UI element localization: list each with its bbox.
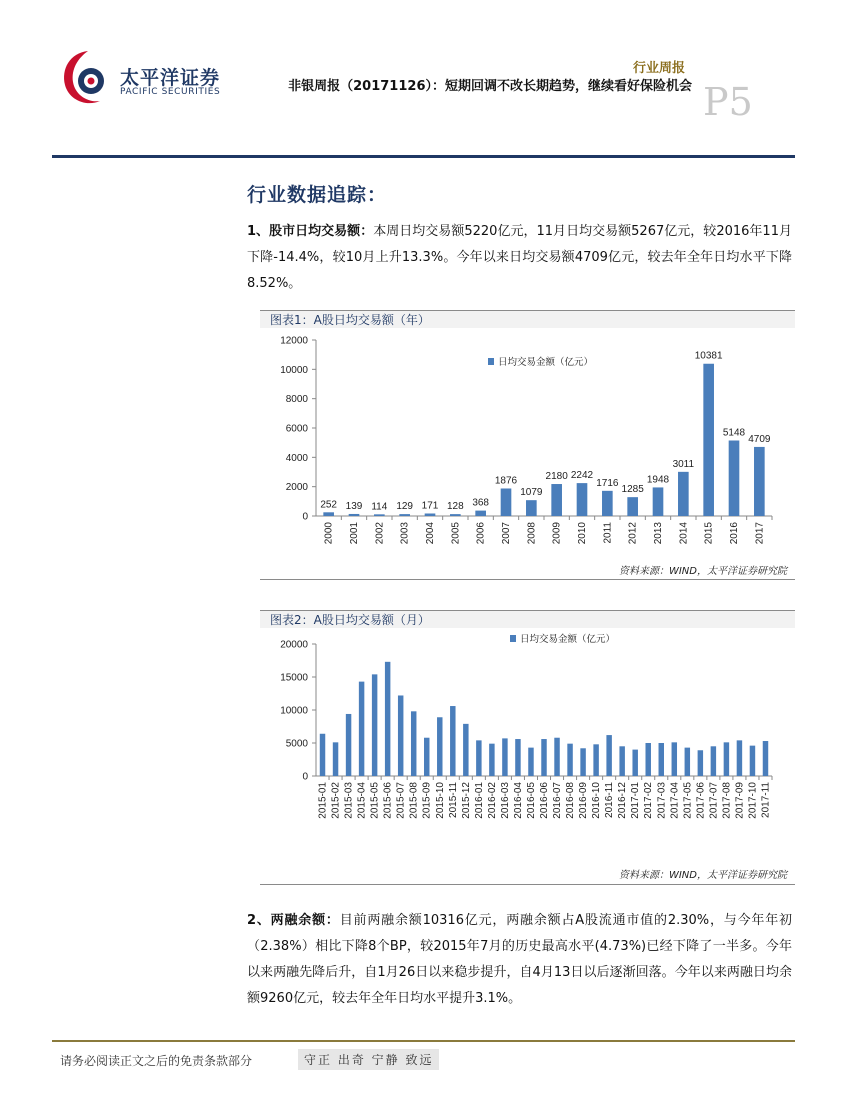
data-label: 139 bbox=[345, 500, 363, 512]
bar bbox=[577, 483, 588, 516]
y-tick-label: 12000 bbox=[280, 335, 308, 347]
x-tick-label: 2016-11 bbox=[604, 782, 616, 818]
x-tick-label: 2015-05 bbox=[369, 782, 381, 819]
bar bbox=[489, 744, 494, 776]
legend-swatch bbox=[488, 358, 494, 365]
x-tick-label: 2017-10 bbox=[747, 782, 759, 819]
bar bbox=[711, 746, 716, 776]
bar bbox=[515, 739, 520, 776]
y-tick-label: 6000 bbox=[285, 423, 308, 435]
y-tick-label: 0 bbox=[302, 771, 308, 783]
data-label: 1716 bbox=[596, 477, 619, 489]
chart-monthly-volume-plot bbox=[260, 628, 795, 863]
bar bbox=[593, 744, 598, 776]
data-label: 171 bbox=[421, 500, 439, 512]
x-tick-label: 2010 bbox=[577, 522, 588, 545]
y-tick-label: 15000 bbox=[280, 672, 308, 684]
x-tick-label: 2015-11 bbox=[447, 782, 459, 818]
bar bbox=[678, 472, 689, 516]
bar bbox=[606, 735, 611, 776]
x-tick-label: 2017-09 bbox=[734, 782, 746, 819]
bar bbox=[385, 662, 390, 776]
x-tick-label: 2015-08 bbox=[408, 782, 420, 819]
x-tick-label: 2017-11 bbox=[760, 782, 772, 818]
data-label: 2242 bbox=[570, 470, 594, 482]
bar bbox=[653, 487, 664, 516]
paragraph-label: 1、股市日均交易额： bbox=[247, 224, 374, 239]
footer-slogan: 守正 出奇 宁静 致远 bbox=[298, 1049, 439, 1070]
chart-bottom-rule bbox=[260, 884, 795, 885]
x-tick-label: 2016-09 bbox=[578, 782, 590, 819]
x-tick-label: 2005 bbox=[450, 522, 462, 545]
bar bbox=[359, 682, 364, 776]
y-tick-label: 2000 bbox=[285, 482, 308, 494]
bar bbox=[551, 484, 562, 516]
x-tick-label: 2017-02 bbox=[643, 782, 655, 819]
bar bbox=[685, 748, 690, 776]
x-tick-label: 2015-10 bbox=[434, 782, 446, 819]
x-tick-label: 2009 bbox=[551, 522, 563, 545]
data-label: 1948 bbox=[646, 474, 670, 486]
report-title: 非银周报（20171126）：短期回调不改长期趋势，继续看好保险机会 bbox=[288, 79, 692, 94]
logo-text-en: PACIFIC SECURITIES bbox=[120, 87, 221, 97]
x-tick-label: 2016-08 bbox=[565, 782, 577, 819]
y-tick-label: 20000 bbox=[280, 639, 308, 651]
bar bbox=[333, 742, 338, 776]
y-tick-label: 10000 bbox=[280, 364, 308, 376]
data-label: 5148 bbox=[722, 427, 746, 439]
y-tick-label: 4000 bbox=[285, 452, 308, 464]
chart-monthly-volume bbox=[260, 610, 795, 885]
x-tick-label: 2017-07 bbox=[708, 782, 720, 819]
x-tick-label: 2017-08 bbox=[721, 782, 733, 819]
legend-swatch bbox=[510, 635, 516, 642]
bar bbox=[672, 742, 677, 776]
logo-text-cn: 太平洋证券 bbox=[120, 67, 221, 89]
data-label: 252 bbox=[320, 499, 338, 511]
x-tick-label: 2002 bbox=[374, 522, 386, 545]
bar bbox=[737, 740, 742, 776]
x-tick-label: 2011 bbox=[602, 522, 614, 544]
x-tick-label: 2017-06 bbox=[695, 782, 707, 819]
bar bbox=[450, 706, 455, 776]
x-tick-label: 2012 bbox=[627, 522, 639, 545]
x-tick-label: 2007 bbox=[501, 522, 512, 545]
chart-caption: 图表1：A股日均交易额（年） bbox=[260, 310, 795, 328]
data-label: 368 bbox=[472, 497, 490, 509]
bar bbox=[398, 695, 403, 776]
bar bbox=[450, 514, 461, 516]
paragraph-margin-balance bbox=[247, 908, 792, 1012]
x-tick-label: 2015-01 bbox=[317, 782, 329, 819]
data-label: 1079 bbox=[520, 487, 543, 499]
x-tick-label: 2008 bbox=[526, 522, 538, 545]
header-divider bbox=[52, 155, 795, 158]
data-label: 128 bbox=[446, 501, 464, 513]
logo-emblem-icon bbox=[58, 45, 118, 111]
x-tick-label: 2015-04 bbox=[356, 782, 368, 819]
report-category: 行业周报 bbox=[632, 61, 685, 76]
x-tick-label: 2004 bbox=[425, 522, 436, 545]
data-label: 129 bbox=[396, 501, 414, 513]
bar bbox=[541, 739, 546, 776]
x-tick-label: 2016-01 bbox=[473, 782, 485, 819]
bar bbox=[724, 742, 729, 776]
bar bbox=[754, 447, 765, 516]
bar bbox=[475, 511, 486, 516]
paragraph-body: 本周日均交易额5220亿元，11月日均交易额5267亿元，较2016年11月下降-14.4%，较10月上升13.3%。今年以来日均交易额4709亿元，较去年全年日均水平下降8.52%。 bbox=[247, 224, 792, 291]
data-label: 114 bbox=[371, 501, 388, 513]
bar bbox=[476, 740, 481, 776]
x-tick-label: 2017 bbox=[754, 522, 766, 545]
x-tick-label: 2015-09 bbox=[421, 782, 433, 819]
data-label: 10381 bbox=[694, 350, 723, 362]
chart-caption: 图表2：A股日均交易额（月） bbox=[260, 610, 795, 628]
company-logo bbox=[58, 45, 228, 111]
bar bbox=[320, 734, 325, 776]
x-tick-label: 2017-04 bbox=[669, 782, 681, 819]
legend-label: 日均交易金额（亿元） bbox=[498, 357, 594, 368]
chart-bottom-rule bbox=[260, 579, 795, 580]
x-tick-label: 2016-07 bbox=[552, 782, 564, 819]
data-label: 2180 bbox=[545, 471, 568, 483]
x-tick-label: 2017-03 bbox=[656, 782, 668, 819]
x-tick-label: 2015 bbox=[703, 522, 715, 545]
bar bbox=[346, 714, 351, 776]
bar bbox=[659, 743, 664, 776]
x-tick-label: 2016 bbox=[729, 522, 740, 545]
data-label: 1285 bbox=[621, 484, 644, 496]
x-tick-label: 2015-03 bbox=[343, 782, 355, 819]
x-tick-label: 2013 bbox=[653, 522, 664, 545]
bar bbox=[501, 488, 512, 516]
x-tick-label: 2015-12 bbox=[460, 782, 472, 819]
footer-divider bbox=[52, 1040, 795, 1042]
bar bbox=[528, 748, 533, 776]
x-tick-label: 2017-05 bbox=[682, 782, 694, 819]
x-tick-label: 2016-05 bbox=[525, 782, 537, 819]
y-tick-label: 5000 bbox=[285, 738, 308, 750]
x-tick-label: 2016-04 bbox=[512, 782, 524, 819]
chart-source: 资料来源：WIND，太平洋证券研究院 bbox=[618, 566, 787, 577]
bar bbox=[703, 364, 714, 516]
bar bbox=[349, 514, 360, 516]
bar bbox=[750, 746, 755, 776]
paragraph-label: 2、两融余额： bbox=[247, 913, 340, 928]
x-tick-label: 2016-02 bbox=[486, 782, 498, 819]
x-tick-label: 2000 bbox=[323, 522, 335, 545]
chart-source: 资料来源：WIND，太平洋证券研究院 bbox=[618, 870, 787, 881]
bar bbox=[526, 500, 537, 516]
bar bbox=[372, 674, 377, 776]
bar bbox=[374, 514, 385, 516]
x-tick-label: 2015-02 bbox=[330, 782, 342, 819]
x-tick-label: 2016-06 bbox=[539, 782, 550, 819]
bar bbox=[437, 717, 442, 776]
x-tick-label: 2017-01 bbox=[630, 782, 642, 819]
section-title: 行业数据追踪： bbox=[247, 184, 388, 206]
paragraph-body: 目前两融余额10316亿元，两融余额占A股流通市值的2.30%，与今年年初（2.38%）相比下降8个BP，较2015年7月的历史最高水平(4.73%)已经下降了一半多。今年以来两融先降后升，自1月26日以来稳步提升，自4月13日以后逐渐回落。今年以来两融日均余额9260亿元，较去年全年日均水平提升3.1%。 bbox=[247, 913, 793, 1006]
bar bbox=[323, 512, 334, 516]
paragraph-trading-volume bbox=[247, 219, 792, 297]
bar bbox=[502, 738, 507, 776]
bar bbox=[554, 738, 559, 776]
bar bbox=[411, 711, 416, 776]
bar bbox=[567, 744, 572, 776]
x-tick-label: 2015-07 bbox=[395, 782, 407, 819]
footer-disclaimer: 请务必阅读正文之后的免责条款部分 bbox=[60, 1054, 253, 1068]
x-tick-label: 2003 bbox=[399, 522, 411, 545]
x-tick-label: 2016-12 bbox=[617, 782, 629, 819]
x-tick-label: 2016-03 bbox=[499, 782, 511, 819]
bar bbox=[424, 738, 429, 776]
y-tick-label: 10000 bbox=[280, 705, 308, 717]
bar bbox=[425, 513, 436, 516]
bar bbox=[399, 514, 410, 516]
bar bbox=[463, 724, 468, 776]
x-tick-label: 2001 bbox=[349, 522, 360, 545]
bar bbox=[619, 746, 624, 776]
bar bbox=[645, 743, 650, 776]
y-tick-label: 0 bbox=[302, 511, 308, 523]
x-tick-label: 2014 bbox=[678, 522, 690, 545]
data-label: 4709 bbox=[748, 433, 771, 445]
y-tick-label: 8000 bbox=[285, 394, 308, 406]
x-tick-label: 2015-06 bbox=[382, 782, 394, 819]
legend-label: 日均交易金额（亿元） bbox=[520, 634, 616, 645]
bar bbox=[627, 497, 638, 516]
bar bbox=[632, 750, 637, 776]
chart-annual-volume-plot bbox=[260, 328, 795, 568]
x-tick-label: 2016-10 bbox=[591, 782, 603, 819]
page-number: P5 bbox=[703, 80, 753, 124]
data-label: 1876 bbox=[494, 475, 518, 487]
bar bbox=[729, 440, 740, 516]
bar bbox=[763, 741, 768, 776]
chart-annual-volume bbox=[260, 310, 795, 580]
bar bbox=[580, 748, 585, 776]
bar bbox=[602, 491, 613, 516]
x-tick-label: 2006 bbox=[475, 522, 487, 545]
bar bbox=[698, 750, 703, 776]
data-label: 3011 bbox=[672, 458, 695, 470]
